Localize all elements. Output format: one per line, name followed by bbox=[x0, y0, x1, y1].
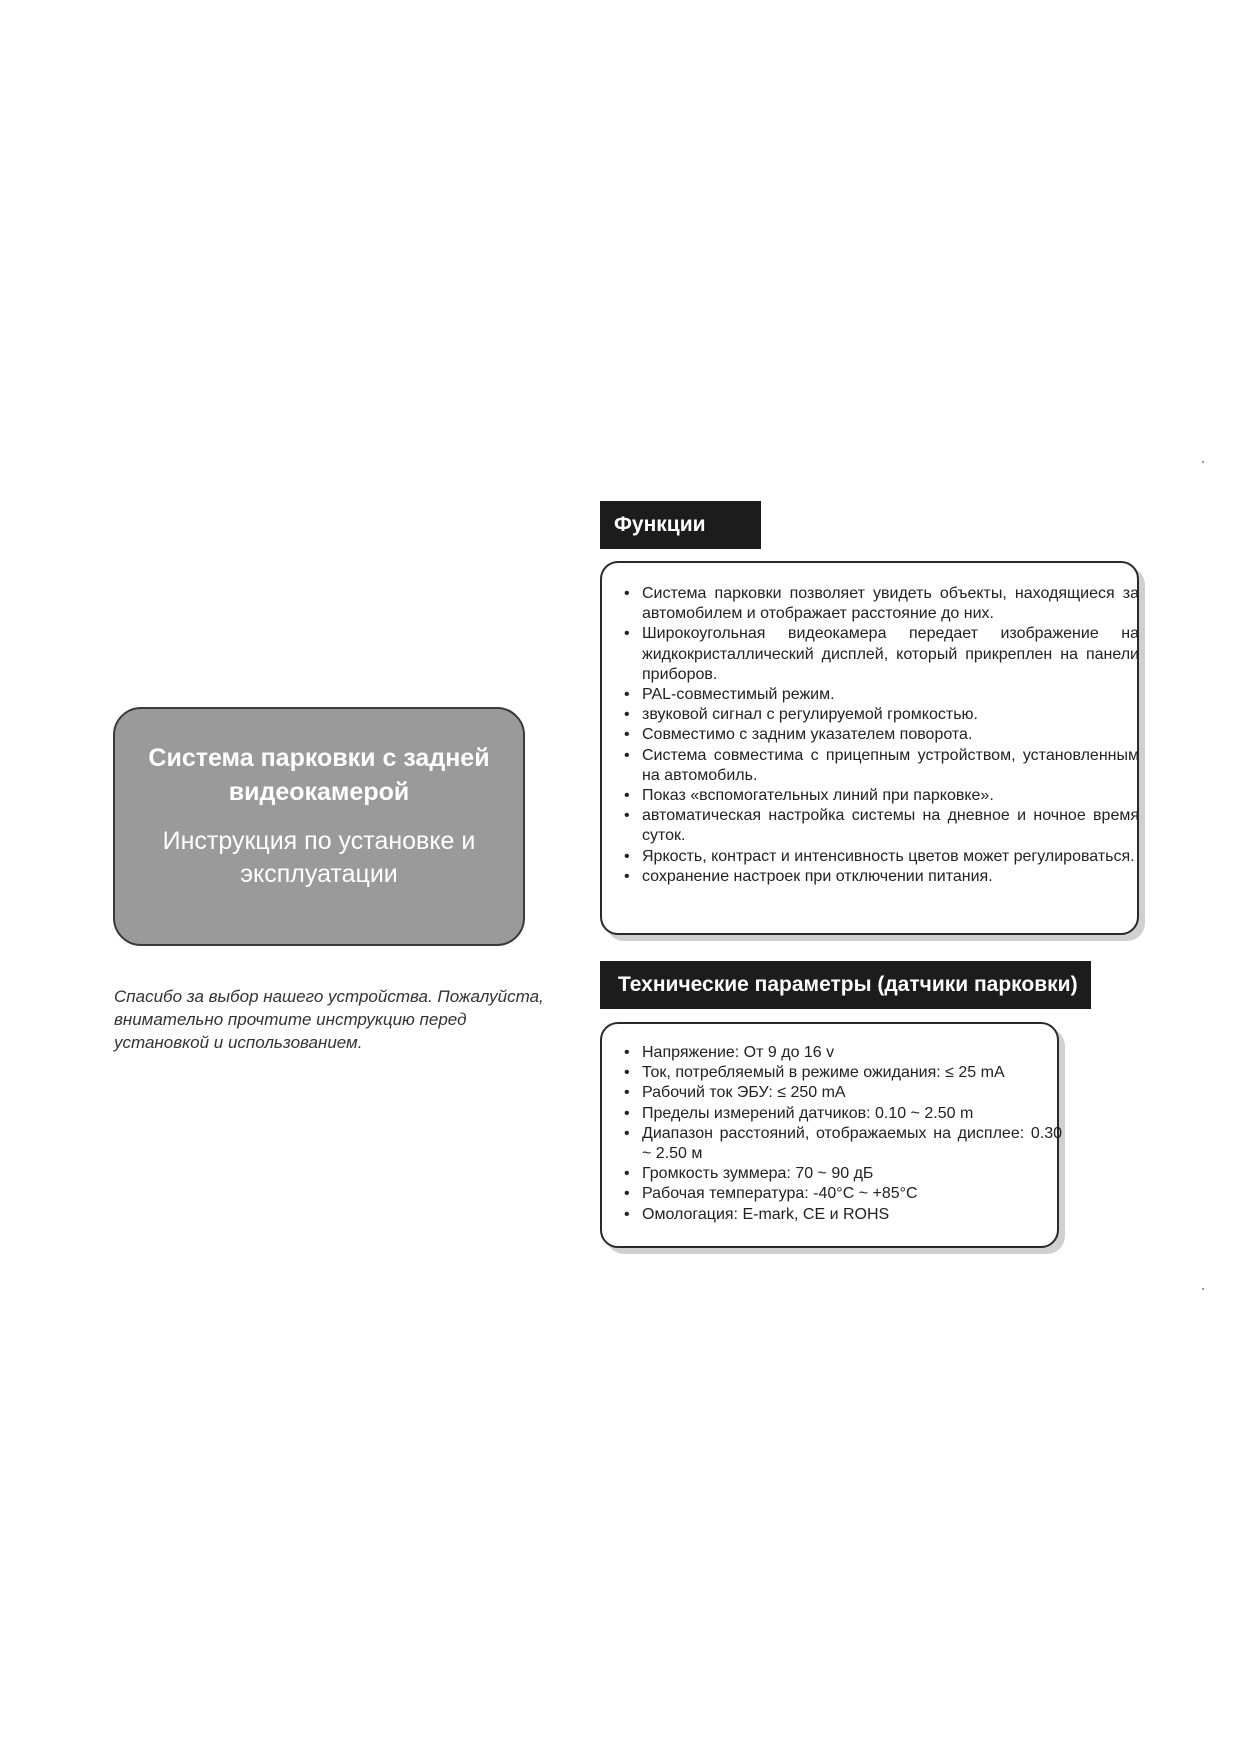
cover-subtitle: Инструкция по установке и эксплуатации bbox=[162, 827, 476, 888]
page-mark bbox=[1202, 461, 1204, 463]
thanks-note: Спасибо за выбор нашего устройства. Пожалуйста, внимательно прочтите инструкцию перед установкой и использованием. bbox=[114, 987, 544, 1052]
page-mark bbox=[1202, 1288, 1204, 1290]
specs-item: • Диапазон расстояний, отображаемых на дисплее: 0.30 ~ 2.50 м bbox=[642, 1124, 1062, 1164]
cover-title-box bbox=[113, 707, 525, 946]
functions-item: • Совместимо с задним указателем поворота. bbox=[642, 725, 1139, 745]
functions-item: • сохранение настроек при отключении питания. bbox=[642, 867, 1139, 887]
specs-item: • Рабочая температура: -40°C ~ +85°C bbox=[642, 1184, 1062, 1204]
specs-item: • Рабочий ток ЭБУ: ≤ 250 mA bbox=[642, 1083, 1062, 1103]
functions-item: • PAL-совместимый режим. bbox=[642, 685, 1139, 705]
specs-list bbox=[642, 1043, 1062, 1225]
specs-item: • Омологация: E-mark, CE и ROHS bbox=[642, 1205, 1062, 1225]
functions-item: • автоматическая настройка системы на дневное и ночное время суток. bbox=[642, 806, 1139, 846]
specs-item: • Ток, потребляемый в режиме ожидания: ≤ 25 mA bbox=[642, 1063, 1062, 1083]
functions-header: Функции bbox=[600, 501, 761, 549]
specs-header: Технические параметры (датчики парковки) bbox=[600, 961, 1091, 1009]
cover-title: Система парковки с задней видеокамерой bbox=[148, 744, 490, 806]
functions-item: • Показ «вспомогательных линий при парковке». bbox=[642, 786, 1139, 806]
specs-item: • Громкость зуммера: 70 ~ 90 дБ bbox=[642, 1164, 1062, 1184]
functions-item: • звуковой сигнал с регулируемой громкостью. bbox=[642, 705, 1139, 725]
functions-item: • Система совместима с прицепным устройством, установленным на автомобиль. bbox=[642, 746, 1139, 786]
functions-item: • Система парковки позволяет увидеть объекты, находящиеся за автомобилем и отображает расстояние до них. bbox=[642, 584, 1139, 624]
functions-list bbox=[642, 584, 1139, 887]
specs-item: • Пределы измерений датчиков: 0.10 ~ 2.50 m bbox=[642, 1104, 1062, 1124]
functions-item: • Яркость, контраст и интенсивность цветов может регулироваться. bbox=[642, 847, 1139, 867]
specs-item: • Напряжение: От 9 до 16 v bbox=[642, 1043, 1062, 1063]
functions-item: • Широкоугольная видеокамера передает изображение на жидкокристаллический дисплей, который прикреплен на панели приборов. bbox=[642, 624, 1139, 685]
